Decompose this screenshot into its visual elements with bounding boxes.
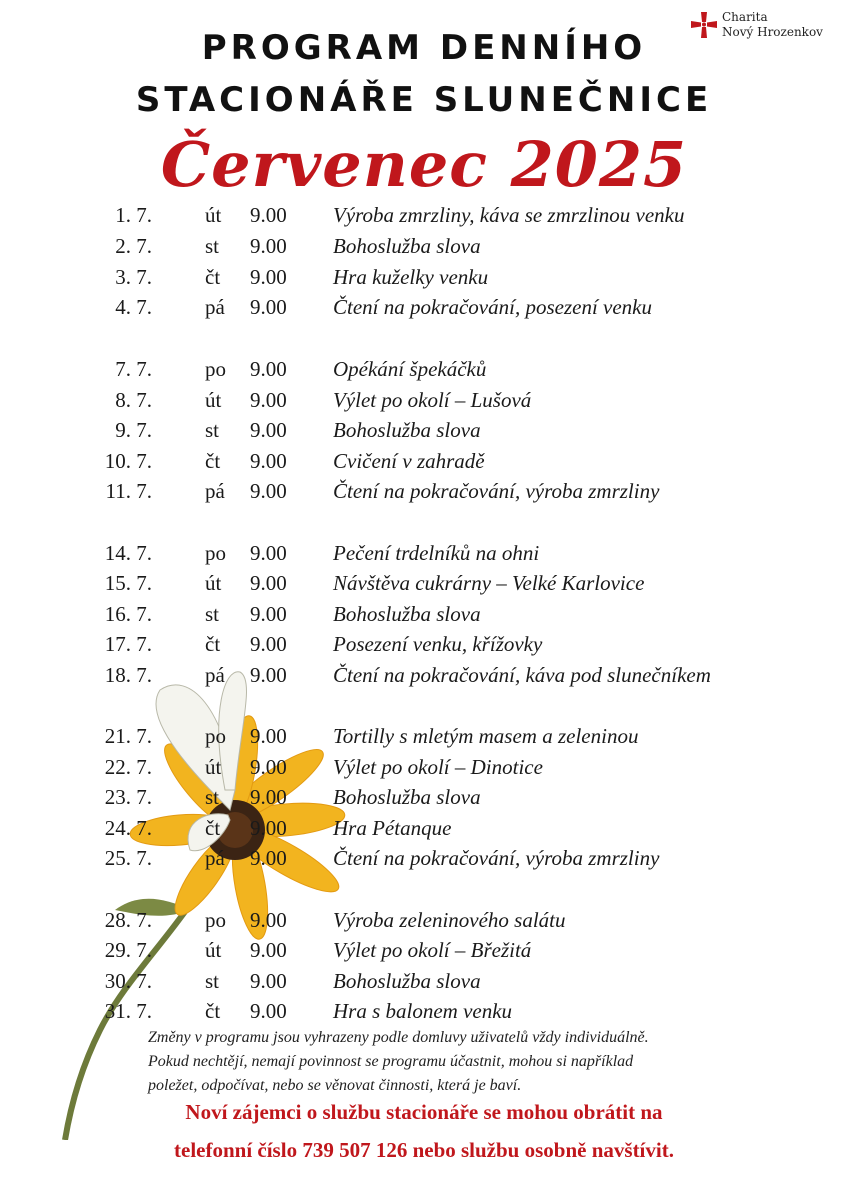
schedule-time: 9.00 xyxy=(250,938,287,962)
notice-line-1: Noví zájemci o službu stacionáře se mohou obrátit na xyxy=(185,1100,663,1124)
schedule-time: 9.00 xyxy=(250,724,287,748)
schedule-day: út xyxy=(205,938,222,962)
schedule-day: pá xyxy=(205,846,225,870)
schedule-time: 9.00 xyxy=(250,418,287,442)
logo-line-2: Nový Hrozenkov xyxy=(722,25,823,39)
schedule-date: 3. 7. xyxy=(115,265,152,289)
schedule-day: pá xyxy=(205,479,225,503)
schedule-day: po xyxy=(205,357,226,381)
schedule-date: 4. 7. xyxy=(115,295,152,319)
schedule-activity: Hra Pétanque xyxy=(333,816,452,840)
schedule-date: 10. 7. xyxy=(104,449,152,473)
schedule-activity: Bohoslužba slova xyxy=(333,969,481,993)
schedule-day: st xyxy=(205,418,220,442)
schedule-date: 1. 7. xyxy=(115,203,152,227)
schedule-time: 9.00 xyxy=(250,388,287,412)
schedule-time: 9.00 xyxy=(250,479,287,503)
schedule-day: pá xyxy=(205,295,225,319)
schedule-date: 9. 7. xyxy=(115,418,152,442)
schedule-date: 22. 7. xyxy=(104,755,152,779)
schedule-day: čt xyxy=(205,632,221,656)
schedule-day: út xyxy=(205,203,222,227)
notice-line-2: telefonní číslo 739 507 126 nebo službu osobně navštívit. xyxy=(174,1138,674,1162)
schedule-day: út xyxy=(205,755,222,779)
schedule-time: 9.00 xyxy=(250,755,287,779)
schedule-activity: Výlet po okolí – Lušová xyxy=(333,388,532,412)
schedule-day: po xyxy=(205,541,226,565)
logo-line-1: Charita xyxy=(722,10,768,24)
note-line-2: Pokud nechtějí, nemají povinnost se programu účastnit, mohou si například xyxy=(148,1053,634,1070)
note-line-3: poležet, odpočívat, nebo se věnovat činnosti, která je baví. xyxy=(148,1077,522,1094)
schedule-time: 9.00 xyxy=(250,571,287,595)
schedule-date: 17. 7. xyxy=(104,632,152,656)
schedule-activity: Čtení na pokračování, káva pod slunečníkem xyxy=(333,663,711,687)
schedule-activity: Výlet po okolí – Břežitá xyxy=(333,938,532,962)
schedule-time: 9.00 xyxy=(250,632,287,656)
schedule-time: 9.00 xyxy=(250,265,287,289)
schedule-activity: Opékání špekáčků xyxy=(333,357,487,381)
schedule-date: 11. 7. xyxy=(105,479,152,503)
schedule-activity: Hra kuželky venku xyxy=(333,265,489,289)
schedule-day: čt xyxy=(205,449,221,473)
schedule-activity: Bohoslužba slova xyxy=(333,602,481,626)
schedule-day: st xyxy=(205,969,220,993)
schedule-day: po xyxy=(205,724,226,748)
schedule-day: st xyxy=(205,234,220,258)
schedule-date: 14. 7. xyxy=(104,541,152,565)
schedule-date: 25. 7. xyxy=(104,846,152,870)
schedule-activity: Výroba zeleninového salátu xyxy=(333,908,566,932)
page-title-line-1: PROGRAM DENNÍHO xyxy=(201,28,647,68)
schedule-time: 9.00 xyxy=(250,846,287,870)
schedule-activity: Čtení na pokračování, výroba zmrzliny xyxy=(333,846,660,870)
schedule-day: út xyxy=(205,571,222,595)
schedule-date: 2. 7. xyxy=(115,234,152,258)
schedule-day: čt xyxy=(205,265,221,289)
schedule-time: 9.00 xyxy=(250,203,287,227)
schedule-activity: Pečení trdelníků na ohni xyxy=(333,541,540,565)
schedule-date: 18. 7. xyxy=(104,663,152,687)
schedule-date: 15. 7. xyxy=(104,571,152,595)
schedule-time: 9.00 xyxy=(250,908,287,932)
schedule-date: 28. 7. xyxy=(104,908,152,932)
schedule-time: 9.00 xyxy=(250,816,287,840)
schedule-time: 9.00 xyxy=(250,234,287,258)
schedule-time: 9.00 xyxy=(250,541,287,565)
month-heading: Červenec 2025 xyxy=(160,128,688,201)
schedule-time: 9.00 xyxy=(250,785,287,809)
schedule-day: pá xyxy=(205,663,225,687)
schedule-activity: Bohoslužba slova xyxy=(333,418,481,442)
schedule-date: 23. 7. xyxy=(104,785,152,809)
schedule-day: čt xyxy=(205,816,221,840)
schedule-day: čt xyxy=(205,999,221,1023)
schedule-date: 30. 7. xyxy=(104,969,152,993)
schedule-day: po xyxy=(205,908,226,932)
schedule-activity: Bohoslužba slova xyxy=(333,785,481,809)
schedule-time: 9.00 xyxy=(250,357,287,381)
schedule-activity: Čtení na pokračování, výroba zmrzliny xyxy=(333,479,660,503)
schedule-activity: Návštěva cukrárny – Velké Karlovice xyxy=(333,571,645,595)
schedule-date: 7. 7. xyxy=(115,357,152,381)
schedule-activity: Bohoslužba slova xyxy=(333,234,481,258)
schedule-day: st xyxy=(205,602,220,626)
schedule-time: 9.00 xyxy=(250,295,287,319)
page-title-line-2: STACIONÁŘE SLUNEČNICE xyxy=(135,80,713,120)
schedule-time: 9.00 xyxy=(250,663,287,687)
schedule-time: 9.00 xyxy=(250,602,287,626)
note-line-1: Změny v programu jsou vyhrazeny podle domluvy uživatelů vždy individuálně. xyxy=(148,1029,649,1046)
schedule-time: 9.00 xyxy=(250,449,287,473)
schedule-date: 16. 7. xyxy=(104,602,152,626)
schedule-date: 24. 7. xyxy=(104,816,152,840)
schedule-activity: Tortilly s mletým masem a zeleninou xyxy=(333,724,639,748)
schedule-date: 31. 7. xyxy=(104,999,152,1023)
schedule-date: 29. 7. xyxy=(104,938,152,962)
schedule-activity: Cvičení v zahradě xyxy=(333,449,485,473)
schedule-activity: Hra s balonem venku xyxy=(333,999,513,1023)
schedule-time: 9.00 xyxy=(250,999,287,1023)
schedule-date: 21. 7. xyxy=(104,724,152,748)
schedule-activity: Posezení venku, křížovky xyxy=(333,632,543,656)
schedule-day: st xyxy=(205,785,220,809)
schedule-activity: Čtení na pokračování, posezení venku xyxy=(333,295,652,319)
schedule-activity: Výroba zmrzliny, káva se zmrzlinou venku xyxy=(333,203,685,227)
schedule-activity: Výlet po okolí – Dinotice xyxy=(333,755,543,779)
schedule-day: út xyxy=(205,388,222,412)
schedule-date: 8. 7. xyxy=(115,388,152,412)
schedule-time: 9.00 xyxy=(250,969,287,993)
